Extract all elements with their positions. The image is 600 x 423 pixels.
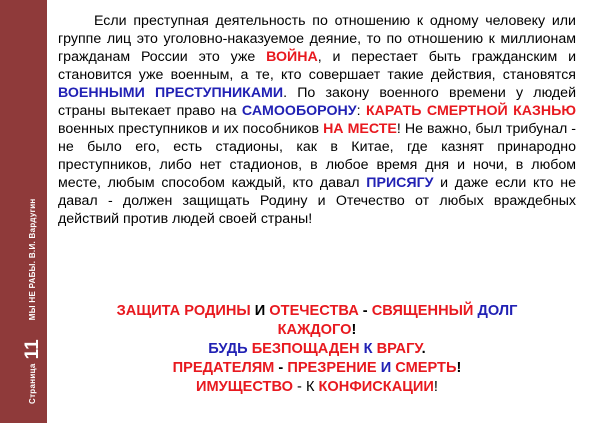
slogan-word: ! bbox=[456, 360, 462, 376]
page-number: 11 bbox=[22, 339, 43, 360]
text-segment: Если преступная деятельность по отношению к одному человеку или группе лиц это уголовно-наказуемое деяние, то по отношению к миллионам гражданам России это уже bbox=[58, 13, 576, 65]
slogan-word: РОДИНЫ bbox=[180, 303, 255, 319]
document-title: МЫ НЕ РАБЫ. В.И. Вардугин bbox=[28, 198, 37, 321]
slogan-word: К bbox=[363, 341, 373, 357]
text-segment: . По закону военного времени у людей страны вытекает право на bbox=[58, 85, 576, 119]
slogan-line-1b bbox=[58, 321, 576, 340]
body-paragraph bbox=[58, 12, 576, 228]
slogan-line-2 bbox=[58, 340, 576, 359]
highlight-execute: КАРАТЬ СМЕРТНОЙ КАЗНЬЮ bbox=[365, 103, 576, 119]
sidebar-caption bbox=[23, 198, 42, 404]
text-segment: и даже если кто не давал - должен защищать Родину и Отечество от любых враждебных действий против людей своей страны! bbox=[58, 175, 576, 227]
sidebar bbox=[0, 0, 47, 423]
highlight-war-criminals: ВОЕННЫМИ ПРЕСТУПНИКАМИ bbox=[58, 85, 284, 101]
slogans-block bbox=[58, 302, 576, 397]
slogan-word: - bbox=[358, 303, 372, 319]
text-segment: ! Не важно, был трибунал - не было его, есть стадионы, как в Китае, где казнят принародно преступников, либо нет стадионов, в любое время дня и ночи, в любом месте, любым способом каждый, кто давал bbox=[58, 121, 576, 191]
slogan-word: - К bbox=[292, 379, 319, 395]
text-segment: , и перестает быть гражданским и становится уже военным, а те, кто совершает такие действия, становятся bbox=[58, 49, 576, 83]
slogan-word: . bbox=[421, 341, 426, 357]
slogan-word: КОНФИСКАЦИИ bbox=[318, 379, 434, 395]
highlight-on-spot: НА МЕСТЕ bbox=[323, 121, 397, 137]
slogan-word: ВРАГУ bbox=[372, 341, 422, 357]
slogan-word: ПРЕЗРЕНИЕ bbox=[287, 360, 377, 376]
slogan-word: И bbox=[376, 360, 396, 376]
slogan-word: ! bbox=[351, 322, 357, 338]
slogan-line-3 bbox=[58, 359, 576, 378]
slogan-word: И bbox=[254, 303, 266, 319]
slogan-word: КАЖДОГО bbox=[277, 322, 352, 338]
slogan-word: СВЯЩЕННЫЙ bbox=[371, 303, 474, 319]
highlight-oath: ПРИСЯГУ bbox=[366, 175, 434, 191]
text-segment: военных преступников и их пособников bbox=[58, 121, 324, 137]
slogan-word: ПРЕДАТЕЛЯМ bbox=[172, 360, 275, 376]
highlight-war: ВОЙНА bbox=[266, 49, 318, 65]
slogan-word: ОТЕЧЕСТВА bbox=[265, 303, 359, 319]
slogan-line-4 bbox=[58, 378, 576, 397]
page-label: Страница bbox=[28, 363, 37, 404]
slogan-word: ИМУЩЕСТВО bbox=[196, 379, 293, 395]
slogan-line-1 bbox=[58, 302, 576, 321]
main-text bbox=[58, 12, 576, 228]
slogan-word: ! bbox=[433, 379, 438, 395]
text-segment: : bbox=[356, 103, 366, 119]
slogan-word: ДОЛГ bbox=[473, 303, 518, 319]
highlight-self-defense: САМООБОРОНУ bbox=[241, 103, 357, 119]
slogan-word: БУДЬ bbox=[208, 341, 248, 357]
slogan-word: - bbox=[274, 360, 288, 376]
slogan-word: ЗАЩИТА bbox=[116, 303, 181, 319]
slogan-word: БЕЗПОЩАДЕН bbox=[247, 341, 364, 357]
slogan-word: СМЕРТЬ bbox=[395, 360, 457, 376]
